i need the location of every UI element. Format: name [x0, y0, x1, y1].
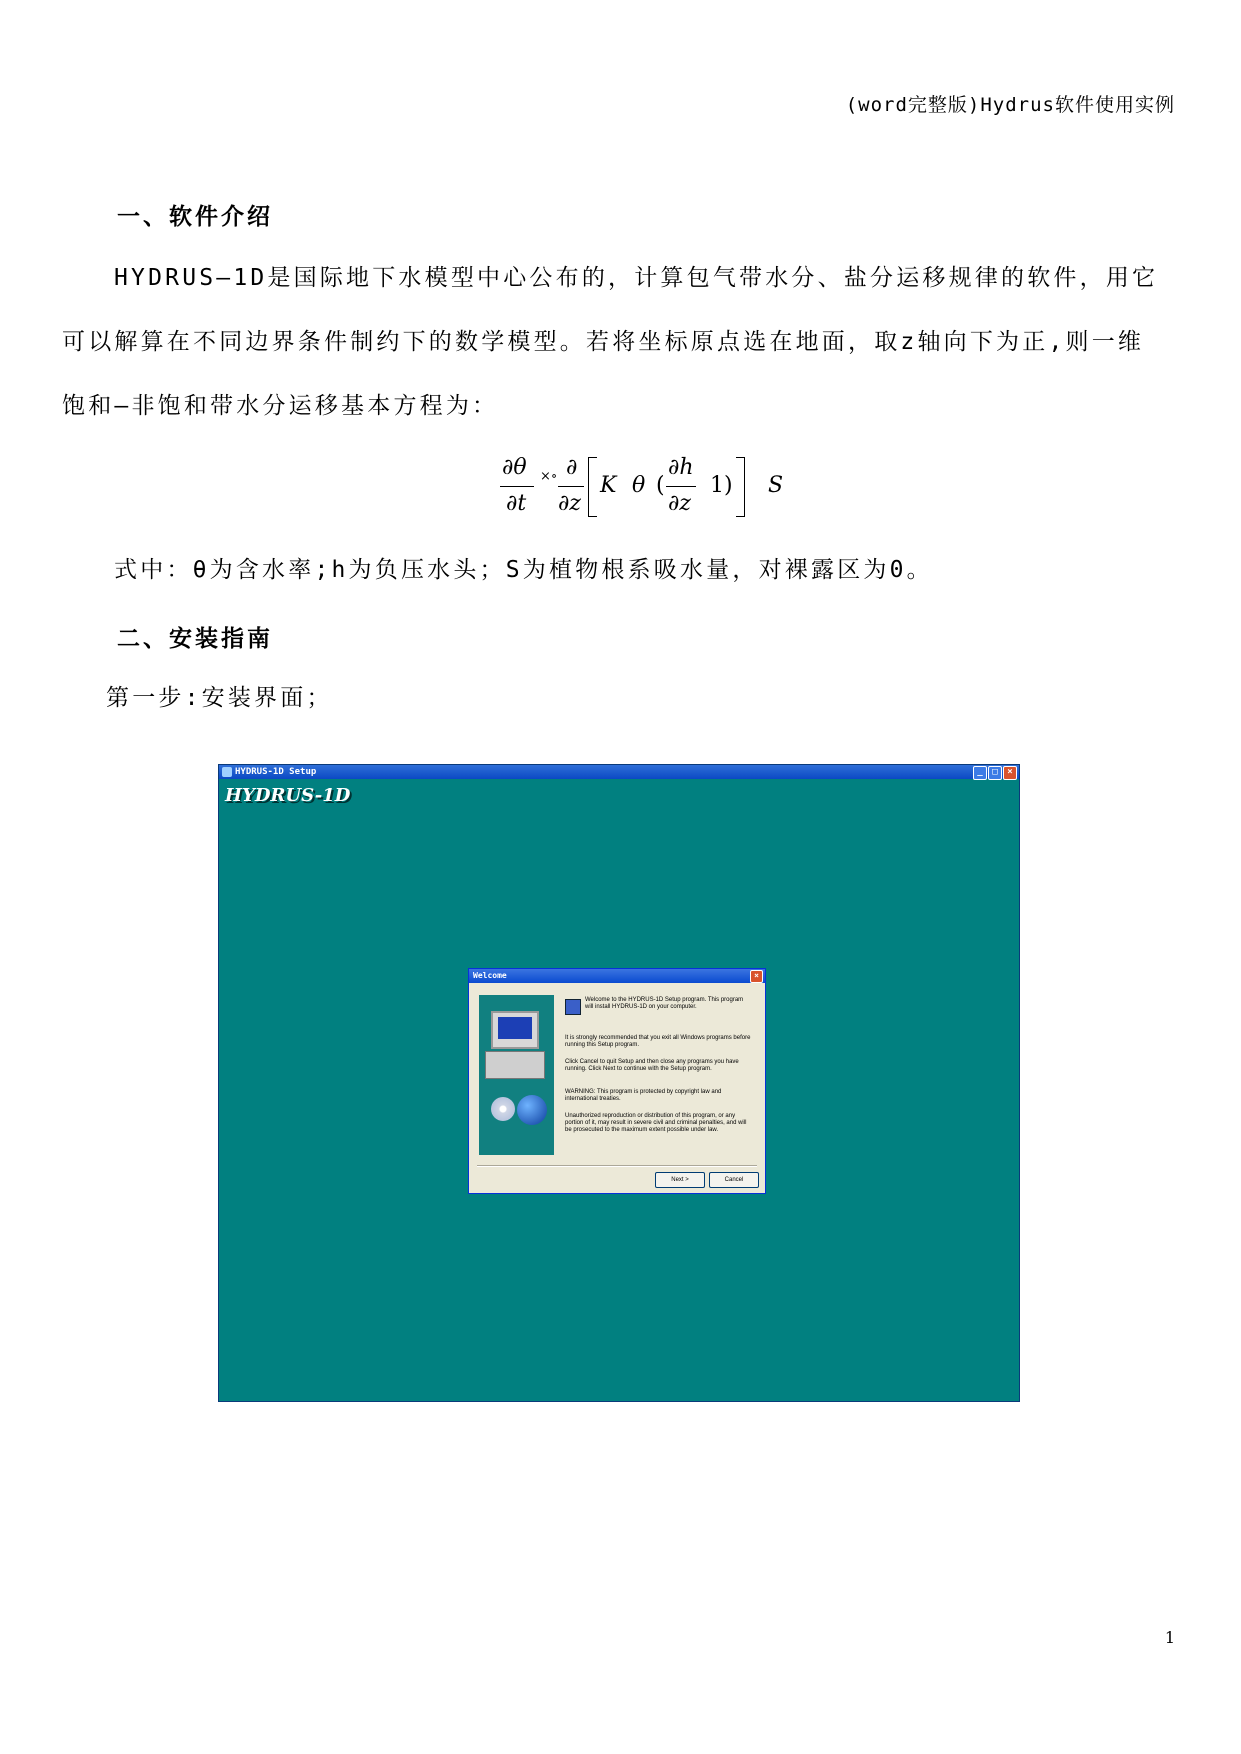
- fraction-bar: [500, 486, 534, 487]
- formula-desc-line: 式中：θ为含水率;h为负压水头；S为植物根系吸水量，对裸露区为0。: [114, 557, 933, 583]
- installer-screenshot: [218, 764, 1020, 1402]
- installer-brand: HYDRUS-1D: [225, 785, 351, 806]
- next-button[interactable]: Next >: [655, 1172, 705, 1188]
- intro-line-1: HYDRUS—1D是国际地下水模型中心公布的，计算包气带水分、盐分运移规律的软件，用它: [114, 265, 1159, 291]
- setup-illustration: [479, 995, 554, 1155]
- richards-equation: [500, 455, 800, 535]
- formula-inner-numerator: ∂h: [668, 455, 694, 480]
- window-controls: [973, 766, 1017, 780]
- globe-icon: [517, 1095, 547, 1125]
- welcome-dialog-title: Welcome: [473, 971, 507, 980]
- maximize-icon[interactable]: □: [988, 766, 1002, 780]
- close-icon[interactable]: ×: [1003, 766, 1017, 780]
- formula-paren: (: [656, 473, 665, 498]
- fraction-bar: [666, 486, 696, 487]
- dialog-close-icon[interactable]: ×: [750, 970, 763, 983]
- intro-paragraph: [62, 246, 1182, 438]
- formula-lhs-denominator: ∂t: [506, 491, 527, 516]
- intro-line-2: 可以解算在不同边界条件制约下的数学模型。若将坐标原点选在地面，取z轴向下为正,则一维: [62, 329, 1145, 355]
- dialog-separator: [477, 1165, 757, 1167]
- minimize-icon[interactable]: _: [973, 766, 987, 780]
- computer-base-icon: [485, 1051, 545, 1079]
- app-icon: [222, 767, 232, 777]
- welcome-text: Welcome to the HYDRUS-1D Setup program. This program will install HYDRUS-1D on your computer.: [585, 997, 744, 1010]
- welcome-dialog: [468, 968, 766, 1194]
- formula-description: [62, 538, 1182, 602]
- cd-icon: [491, 1097, 515, 1121]
- instruction-text: Click Cancel to quit Setup and then close any programs you have running. Click Next to continue with the Setup program.: [565, 1059, 739, 1072]
- formula-d-denominator: ∂z: [558, 491, 581, 516]
- left-bracket: [588, 457, 597, 517]
- installer-titlebar: [219, 765, 1019, 779]
- formula-K: K: [600, 473, 617, 498]
- section-title-install: 二、安装指南: [117, 625, 273, 652]
- formula-one: 1): [710, 473, 733, 498]
- formula-S: S: [768, 473, 784, 498]
- step-1: [62, 666, 1182, 730]
- page-number: 1: [1164, 1628, 1175, 1647]
- installer-window-title: HYDRUS-1D Setup: [235, 767, 317, 777]
- formula-d-numerator: ∂: [566, 455, 578, 480]
- formula-lhs-numerator: ∂θ: [502, 455, 527, 480]
- warning-text: WARNING: This program is protected by copyright law and international treaties.: [565, 1089, 722, 1102]
- setup-icon: [565, 999, 581, 1015]
- recommendation-text: It is strongly recommended that you exit all Windows programs before running this Setup program.: [565, 1035, 751, 1048]
- legal-text: Unauthorized reproduction or distribution of this program, or any portion of it, may result in severe civil and criminal penalties, and will be prosecuted to the maximum extent possible under law.: [565, 1113, 747, 1133]
- welcome-dialog-titlebar: [469, 969, 765, 983]
- intro-line-3: 饱和—非饱和带水分运移基本方程为：: [62, 393, 499, 419]
- section-title-intro: 一、软件介绍: [117, 203, 273, 230]
- step-1-text: 第一步:安装界面；: [106, 685, 333, 711]
- computer-icon: [491, 1011, 539, 1049]
- page-header: (word完整版)Hydrus软件使用实例: [845, 94, 1175, 116]
- right-bracket: [736, 457, 745, 517]
- fraction-bar: [558, 486, 584, 487]
- formula-theta: θ: [632, 473, 646, 498]
- formula-inner-denominator: ∂z: [668, 491, 691, 516]
- cancel-button[interactable]: Cancel: [709, 1172, 759, 1188]
- formula-equals: ×∘: [540, 469, 558, 484]
